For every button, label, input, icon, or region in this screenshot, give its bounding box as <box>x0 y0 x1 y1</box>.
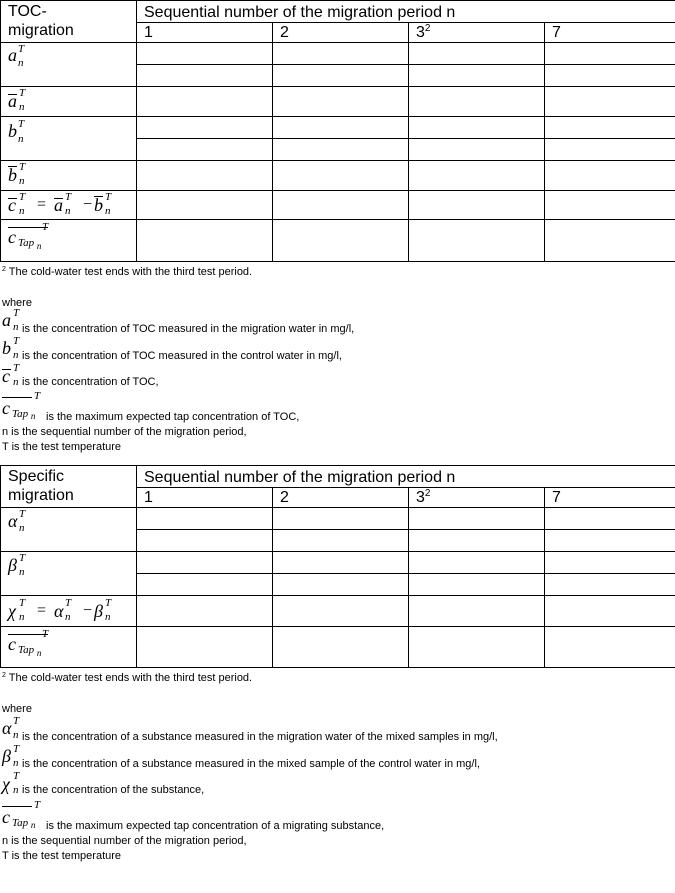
symbol-abar: a T n <box>54 191 72 217</box>
specific-col-1: 1 <box>137 488 273 508</box>
toc-cell <box>137 43 273 65</box>
toc-cell <box>409 117 545 139</box>
toc-cell <box>545 87 675 117</box>
toc-cell <box>409 43 545 65</box>
symbol-cbar: c T n <box>8 191 26 217</box>
toc-row-bbar-label <box>1 161 137 191</box>
symbol-c-tap-n-T-specific: c T Tap $_n$ <box>8 628 49 658</box>
equation-chi: χ T n = α T n − β T n <box>8 597 112 623</box>
toc-col-2: 2 <box>273 23 409 43</box>
specific-row-chi-equation-label <box>1 596 137 627</box>
specific-col-2: 2 <box>273 488 409 508</box>
symbol-abar-n-T: a T n <box>8 87 26 113</box>
specific-cell <box>137 552 273 574</box>
toc-cell <box>545 65 675 87</box>
specific-def-ctap: c T Tap n is the maximum expected tap concentration of a migrating substance, <box>2 799 385 832</box>
specific-cell <box>545 627 675 668</box>
specific-col-3-label: 3 <box>416 489 425 506</box>
toc-cell <box>545 220 675 262</box>
symbol-bbar-n-T: b T n <box>8 161 26 187</box>
toc-row-b-label <box>1 117 137 161</box>
symbol-alpha-n-T: α T n <box>8 508 26 534</box>
toc-col-3 <box>409 23 545 43</box>
specific-cell <box>273 552 409 574</box>
specific-cell <box>137 596 273 627</box>
toc-cell <box>273 65 409 87</box>
toc-header-line2: migration <box>8 22 74 39</box>
equation-c-bar: c T n = a T n − b T n <box>8 191 112 217</box>
toc-cell <box>545 43 675 65</box>
symbol-beta-n-T: β T n <box>8 552 26 578</box>
toc-row-ctap-label <box>1 220 137 262</box>
specific-cell <box>137 627 273 668</box>
toc-cell <box>273 117 409 139</box>
toc-cell <box>409 161 545 191</box>
specific-cell <box>409 508 545 530</box>
specific-row-alpha-label <box>1 508 137 552</box>
toc-def-n: n is the sequential number of the migration period, <box>2 426 247 438</box>
specific-cell <box>409 596 545 627</box>
toc-cell <box>273 43 409 65</box>
toc-def-b: b T n is the concentration of TOC measured in the control water in mg/l, <box>2 335 342 362</box>
specific-cell <box>273 596 409 627</box>
toc-header-line1: TOC- <box>8 3 47 20</box>
toc-col-1: 1 <box>137 23 273 43</box>
specific-def-chi: χ T n is the concentration of the substance, <box>2 770 205 796</box>
toc-def-a: a T n is the concentration of TOC measured in the migration water in mg/l, <box>2 307 355 335</box>
specific-cell <box>137 574 273 596</box>
toc-cell <box>137 161 273 191</box>
specific-where: where <box>2 703 32 715</box>
toc-where: where <box>2 297 32 309</box>
symbol-beta: β T n <box>94 597 112 623</box>
toc-cell <box>273 191 409 220</box>
toc-row-a-label <box>1 43 137 87</box>
toc-def-T: T is the test temperature <box>2 441 122 453</box>
toc-header-title <box>1 1 137 43</box>
specific-cell <box>273 627 409 668</box>
specific-header-line1: Specific <box>8 468 65 485</box>
toc-cell <box>137 191 273 220</box>
specific-col-3-footnote-mark: 2 <box>424 488 431 499</box>
specific-header-title <box>1 466 137 508</box>
specific-cell <box>137 530 273 552</box>
specific-cell <box>409 552 545 574</box>
toc-row-c-equation-label <box>1 191 137 220</box>
specific-cell <box>409 627 545 668</box>
toc-cell <box>545 191 675 220</box>
specific-def-alpha: α T n is the concentration of a substance measured in the migration water of the mixed samples in mg/l, <box>2 715 498 743</box>
symbol-bbar: b T n <box>94 191 112 217</box>
specific-header-line2: migration <box>8 487 74 504</box>
specific-row-ctap-label <box>1 627 137 668</box>
toc-period-header: Sequential number of the migration period n <box>137 1 675 23</box>
toc-cell <box>409 220 545 262</box>
toc-def-ctap: c T Tap n is the maximum expected tap concentration of TOC, <box>2 390 300 423</box>
specific-migration-table <box>0 465 675 668</box>
specific-cell <box>545 530 675 552</box>
specific-cell <box>273 530 409 552</box>
specific-cell <box>545 552 675 574</box>
specific-col-7: 7 <box>545 488 675 508</box>
toc-cell <box>545 117 675 139</box>
toc-cell <box>137 87 273 117</box>
specific-footnote: $^2$ The cold-water test ends with the third test period. <box>2 672 253 684</box>
toc-cell <box>137 65 273 87</box>
toc-cell <box>137 220 273 262</box>
specific-cell <box>409 530 545 552</box>
specific-period-header: Sequential number of the migration period n <box>137 466 675 488</box>
toc-col-3-label: 3 <box>416 24 425 41</box>
symbol-c-tap-n-T: c T Tap $_n$ <box>8 221 49 251</box>
specific-def-n: n is the sequential number of the migration period, <box>2 835 247 847</box>
toc-row-abar-label <box>1 87 137 117</box>
toc-cell <box>409 65 545 87</box>
specific-def-beta: β T n is the concentration of a substance measured in the mixed sample of the control water in mg/l, <box>2 743 480 770</box>
toc-cell <box>137 117 273 139</box>
specific-row-beta-label <box>1 552 137 596</box>
toc-cell <box>545 161 675 191</box>
specific-def-T: T is the test temperature <box>2 850 122 862</box>
specific-cell <box>545 574 675 596</box>
toc-cell <box>273 220 409 262</box>
toc-cell <box>273 87 409 117</box>
specific-cell <box>273 508 409 530</box>
specific-col-3 <box>409 488 545 508</box>
toc-migration-table <box>0 0 675 262</box>
specific-cell <box>409 574 545 596</box>
toc-cell <box>409 139 545 161</box>
specific-cell <box>545 508 675 530</box>
toc-cell <box>137 139 273 161</box>
specific-cell <box>137 508 273 530</box>
toc-cell <box>273 139 409 161</box>
specific-cell <box>545 596 675 627</box>
symbol-chi: χ T n <box>8 597 26 623</box>
specific-cell <box>273 574 409 596</box>
toc-col-3-footnote-mark: 2 <box>424 23 431 34</box>
toc-cell <box>273 161 409 191</box>
toc-footnote: $^2$ The cold-water test ends with the third test period. <box>2 266 253 278</box>
symbol-b-n-T: b T n <box>8 118 25 145</box>
toc-cell <box>409 191 545 220</box>
toc-col-7: 7 <box>545 23 675 43</box>
toc-def-c: c T n is the concentration of TOC, <box>2 362 159 388</box>
symbol-alpha: α T n <box>54 597 72 623</box>
toc-cell <box>545 139 675 161</box>
toc-cell <box>409 87 545 117</box>
symbol-a-n-T: a T n <box>8 43 25 69</box>
